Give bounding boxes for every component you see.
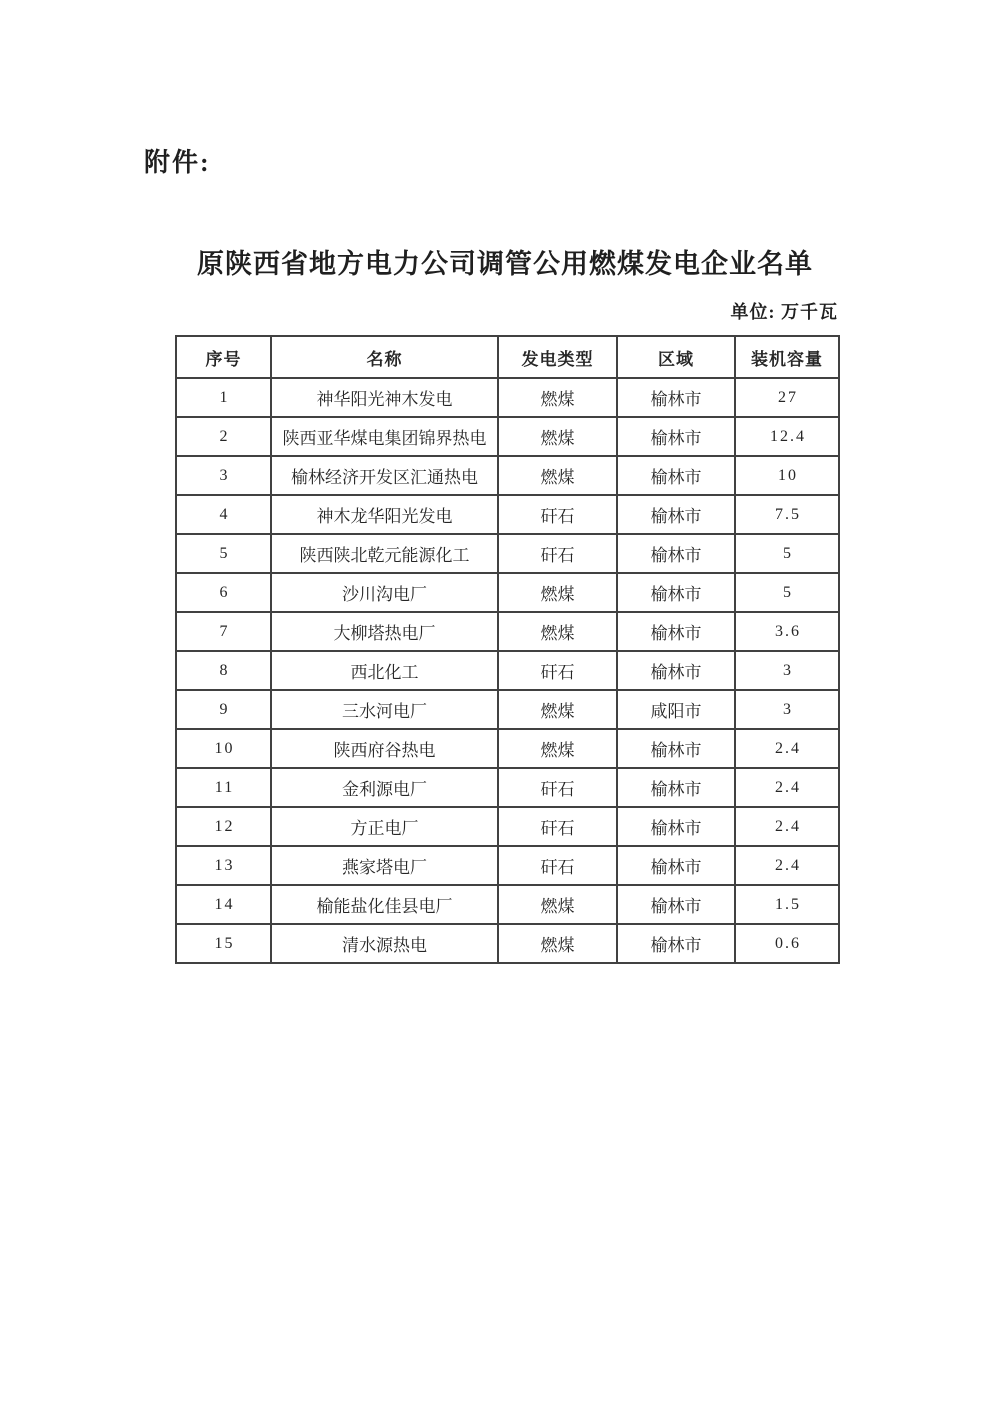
cell-region: 榆林市 bbox=[617, 924, 735, 963]
cell-type: 矸石 bbox=[498, 807, 617, 846]
table-row bbox=[176, 417, 839, 456]
cell-capacity: 2.4 bbox=[735, 768, 839, 807]
cell-region: 榆林市 bbox=[617, 846, 735, 885]
cell-index: 15 bbox=[176, 924, 271, 963]
cell-capacity: 5 bbox=[735, 534, 839, 573]
cell-type: 燃煤 bbox=[498, 456, 617, 495]
cell-name: 方正电厂 bbox=[271, 807, 498, 846]
table-row bbox=[176, 924, 839, 963]
cell-capacity: 0.6 bbox=[735, 924, 839, 963]
cell-region: 榆林市 bbox=[617, 768, 735, 807]
cell-type: 燃煤 bbox=[498, 573, 617, 612]
table-row bbox=[176, 534, 839, 573]
table-row bbox=[176, 768, 839, 807]
cell-name: 大柳塔热电厂 bbox=[271, 612, 498, 651]
cell-capacity: 7.5 bbox=[735, 495, 839, 534]
cell-index: 5 bbox=[176, 534, 271, 573]
cell-name: 三水河电厂 bbox=[271, 690, 498, 729]
table-row bbox=[176, 612, 839, 651]
cell-index: 12 bbox=[176, 807, 271, 846]
table-row bbox=[176, 885, 839, 924]
cell-capacity: 2.4 bbox=[735, 729, 839, 768]
table-row bbox=[176, 456, 839, 495]
cell-capacity: 27 bbox=[735, 378, 839, 417]
cell-name: 金利源电厂 bbox=[271, 768, 498, 807]
cell-type: 矸石 bbox=[498, 651, 617, 690]
header-cell-capacity: 装机容量 bbox=[735, 336, 839, 378]
table-row bbox=[176, 846, 839, 885]
cell-type: 矸石 bbox=[498, 534, 617, 573]
cell-type: 矸石 bbox=[498, 495, 617, 534]
cell-index: 2 bbox=[176, 417, 271, 456]
cell-name: 陕西亚华煤电集团锦界热电 bbox=[271, 417, 498, 456]
cell-index: 4 bbox=[176, 495, 271, 534]
cell-region: 榆林市 bbox=[617, 651, 735, 690]
cell-region: 榆林市 bbox=[617, 378, 735, 417]
cell-capacity: 3 bbox=[735, 690, 839, 729]
cell-index: 9 bbox=[176, 690, 271, 729]
cell-region: 咸阳市 bbox=[617, 690, 735, 729]
cell-index: 14 bbox=[176, 885, 271, 924]
cell-index: 11 bbox=[176, 768, 271, 807]
cell-type: 燃煤 bbox=[498, 924, 617, 963]
table-row bbox=[176, 495, 839, 534]
header-cell-region: 区域 bbox=[617, 336, 735, 378]
cell-capacity: 2.4 bbox=[735, 846, 839, 885]
cell-index: 1 bbox=[176, 378, 271, 417]
cell-name: 神木龙华阳光发电 bbox=[271, 495, 498, 534]
cell-type: 燃煤 bbox=[498, 885, 617, 924]
document-title: 原陕西省地方电力公司调管公用燃煤发电企业名单 bbox=[197, 249, 813, 279]
cell-name: 榆能盐化佳县电厂 bbox=[271, 885, 498, 924]
table-row bbox=[176, 378, 839, 417]
cell-region: 榆林市 bbox=[617, 573, 735, 612]
cell-region: 榆林市 bbox=[617, 729, 735, 768]
cell-name: 榆林经济开发区汇通热电 bbox=[271, 456, 498, 495]
header-cell-type: 发电类型 bbox=[498, 336, 617, 378]
header-cell-name: 名称 bbox=[271, 336, 498, 378]
enterprise-table bbox=[175, 335, 840, 964]
cell-name: 陕西陕北乾元能源化工 bbox=[271, 534, 498, 573]
cell-name: 燕家塔电厂 bbox=[271, 846, 498, 885]
cell-index: 13 bbox=[176, 846, 271, 885]
cell-name: 西北化工 bbox=[271, 651, 498, 690]
cell-capacity: 10 bbox=[735, 456, 839, 495]
cell-capacity: 5 bbox=[735, 573, 839, 612]
table-row bbox=[176, 807, 839, 846]
cell-capacity: 3.6 bbox=[735, 612, 839, 651]
cell-name: 清水源热电 bbox=[271, 924, 498, 963]
cell-region: 榆林市 bbox=[617, 456, 735, 495]
table-row bbox=[176, 573, 839, 612]
cell-region: 榆林市 bbox=[617, 495, 735, 534]
cell-index: 10 bbox=[176, 729, 271, 768]
table-body bbox=[176, 378, 839, 963]
cell-index: 6 bbox=[176, 573, 271, 612]
table-row bbox=[176, 651, 839, 690]
cell-capacity: 3 bbox=[735, 651, 839, 690]
cell-type: 矸石 bbox=[498, 768, 617, 807]
cell-capacity: 12.4 bbox=[735, 417, 839, 456]
attachment-label: 附件: bbox=[144, 148, 211, 177]
header-cell-index: 序号 bbox=[176, 336, 271, 378]
cell-index: 3 bbox=[176, 456, 271, 495]
cell-region: 榆林市 bbox=[617, 417, 735, 456]
cell-type: 矸石 bbox=[498, 846, 617, 885]
cell-type: 燃煤 bbox=[498, 378, 617, 417]
table-row bbox=[176, 729, 839, 768]
cell-region: 榆林市 bbox=[617, 612, 735, 651]
cell-capacity: 2.4 bbox=[735, 807, 839, 846]
unit-note: 单位: 万千瓦 bbox=[730, 302, 838, 322]
cell-type: 燃煤 bbox=[498, 690, 617, 729]
cell-name: 陕西府谷热电 bbox=[271, 729, 498, 768]
cell-capacity: 1.5 bbox=[735, 885, 839, 924]
cell-region: 榆林市 bbox=[617, 885, 735, 924]
cell-region: 榆林市 bbox=[617, 534, 735, 573]
cell-type: 燃煤 bbox=[498, 612, 617, 651]
cell-index: 7 bbox=[176, 612, 271, 651]
cell-name: 沙川沟电厂 bbox=[271, 573, 498, 612]
cell-type: 燃煤 bbox=[498, 417, 617, 456]
cell-name: 神华阳光神木发电 bbox=[271, 378, 498, 417]
table-row bbox=[176, 690, 839, 729]
table-header-row bbox=[176, 336, 839, 378]
cell-index: 8 bbox=[176, 651, 271, 690]
cell-region: 榆林市 bbox=[617, 807, 735, 846]
cell-type: 燃煤 bbox=[498, 729, 617, 768]
